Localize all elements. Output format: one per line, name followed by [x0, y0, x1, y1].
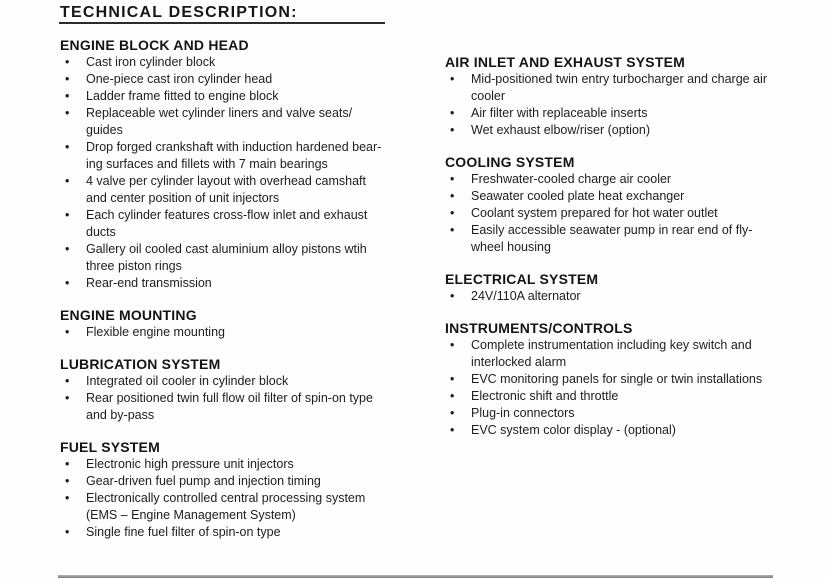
footer-divider: [58, 575, 773, 578]
section-heading-engine-block-and-head: ENGINE BLOCK AND HEAD: [60, 37, 249, 53]
bullet-list: [445, 71, 793, 139]
page-title: TECHNICAL DESCRIPTION:: [60, 4, 298, 21]
list-item: • Rear positioned twin full flow oil filter of spin-on type and by-pass: [60, 390, 408, 424]
section-lubrication-system: [60, 356, 408, 424]
list-item: • Electronically controlled central processing system (EMS – Engine Management System): [60, 490, 408, 524]
bullet-list: [60, 373, 408, 424]
list-item: • EVC monitoring panels for single or twin installations: [445, 371, 793, 388]
section-heading-fuel-system: FUEL SYSTEM: [60, 439, 160, 455]
section-air-inlet-and-exhaust-system: [445, 54, 793, 139]
section-heading-lubrication-system: LUBRICATION SYSTEM: [60, 356, 221, 372]
list-item: • Integrated oil cooler in cylinder block: [60, 373, 408, 390]
list-item: • Replaceable wet cylinder liners and valve seats/ guides: [60, 105, 408, 139]
list-item: • Single fine fuel filter of spin-on type: [60, 524, 408, 541]
bullet-list: [60, 324, 408, 341]
list-item: • Drop forged crankshaft with induction hardened bear- ing surfaces and fillets with 7 main bearings: [60, 139, 408, 173]
list-item: • One-piece cast iron cylinder head: [60, 71, 408, 88]
list-item: • Each cylinder features cross-flow inlet and exhaust ducts: [60, 207, 408, 241]
list-item: • Rear-end transmission: [60, 275, 408, 292]
section-engine-block-and-head: [60, 37, 408, 292]
section-fuel-system: [60, 439, 408, 541]
list-item: • Plug-in connectors: [445, 405, 793, 422]
section-electrical-system: [445, 271, 793, 305]
list-item: • Air filter with replaceable inserts: [445, 105, 793, 122]
section-heading-instruments-controls: INSTRUMENTS/CONTROLS: [445, 320, 633, 336]
bullet-list: [445, 171, 793, 256]
section-instruments-controls: [445, 320, 793, 439]
list-item: • Gallery oil cooled cast aluminium alloy pistons wtih three piston rings: [60, 241, 408, 275]
list-item: • 24V/110A alternator: [445, 288, 793, 305]
list-item: • Wet exhaust elbow/riser (option): [445, 122, 793, 139]
section-heading-electrical-system: ELECTRICAL SYSTEM: [445, 271, 599, 287]
list-item: • Flexible engine mounting: [60, 324, 408, 341]
list-item: • Complete instrumentation including key switch and interlocked alarm: [445, 337, 793, 371]
list-item: • Electronic high pressure unit injectors: [60, 456, 408, 473]
bullet-list: [445, 337, 793, 439]
list-item: • Gear-driven fuel pump and injection timing: [60, 473, 408, 490]
list-item: • Seawater cooled plate heat exchanger: [445, 188, 793, 205]
right-column: [445, 54, 793, 454]
list-item: • Easily accessible seawater pump in rear end of fly- wheel housing: [445, 222, 793, 256]
title-underline: [59, 22, 385, 24]
section-heading-air-inlet-and-exhaust-system: AIR INLET AND EXHAUST SYSTEM: [445, 54, 685, 70]
section-heading-engine-mounting: ENGINE MOUNTING: [60, 307, 197, 323]
list-item: • EVC system color display - (optional): [445, 422, 793, 439]
list-item: • 4 valve per cylinder layout with overhead camshaft and center position of unit injectors: [60, 173, 408, 207]
left-column: [60, 37, 408, 556]
section-cooling-system: [445, 154, 793, 256]
list-item: • Freshwater-cooled charge air cooler: [445, 171, 793, 188]
bullet-list: [445, 288, 793, 305]
list-item: • Coolant system prepared for hot water outlet: [445, 205, 793, 222]
bullet-list: [60, 456, 408, 541]
section-heading-cooling-system: COOLING SYSTEM: [445, 154, 575, 170]
list-item: • Mid-positioned twin entry turbocharger and charge air cooler: [445, 71, 793, 105]
section-engine-mounting: [60, 307, 408, 341]
list-item: • Electronic shift and throttle: [445, 388, 793, 405]
list-item: • Cast iron cylinder block: [60, 54, 408, 71]
bullet-list: [60, 54, 408, 292]
list-item: • Ladder frame fitted to engine block: [60, 88, 408, 105]
